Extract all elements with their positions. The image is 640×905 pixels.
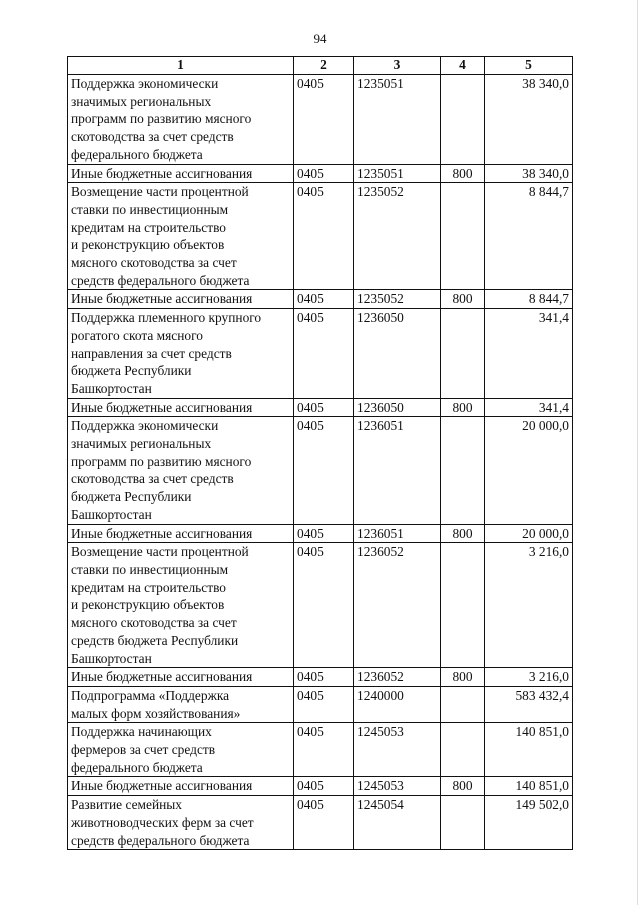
cell-section: 0405 [294, 796, 354, 850]
cell-sum: 140 851,0 [485, 723, 573, 777]
cell-article: 1236050 [354, 309, 441, 399]
cell-name: Поддержка начинающих фермеров за счет средств федерального бюджета [68, 723, 294, 777]
cell-article: 1235051 [354, 75, 441, 165]
cell-name: Иные бюджетные ассигнования [68, 164, 294, 183]
cell-name: Возмещение части процентной ставки по инвестиционным кредитам на строительство и реконструкцию объектов мясного скотоводства за счет средств бюджета Республики Башкортостан [68, 543, 294, 668]
cell-section: 0405 [294, 777, 354, 796]
table-header [68, 57, 573, 75]
cell-sum: 341,4 [485, 398, 573, 417]
cell-section: 0405 [294, 524, 354, 543]
cell-section: 0405 [294, 543, 354, 668]
table-body [68, 75, 573, 850]
cell-sum: 341,4 [485, 309, 573, 399]
cell-article: 1236051 [354, 417, 441, 524]
cell-name: Иные бюджетные ассигнования [68, 777, 294, 796]
cell-section: 0405 [294, 290, 354, 309]
cell-expense-type [441, 543, 485, 668]
table-row [68, 543, 573, 668]
cell-article: 1235052 [354, 290, 441, 309]
cell-section: 0405 [294, 183, 354, 290]
cell-expense-type [441, 75, 485, 165]
table-row [68, 290, 573, 309]
cell-name: Возмещение части процентной ставки по инвестиционным кредитам на строительство и реконструкцию объектов мясного скотоводства за счет средств федерального бюджета [68, 183, 294, 290]
table-row [68, 723, 573, 777]
cell-section: 0405 [294, 164, 354, 183]
header-col-5: 5 [485, 57, 573, 75]
cell-expense-type [441, 796, 485, 850]
cell-name: Иные бюджетные ассигнования [68, 290, 294, 309]
table-row [68, 309, 573, 399]
table-row [68, 398, 573, 417]
cell-expense-type: 800 [441, 524, 485, 543]
cell-name: Подпрограмма «Поддержка малых форм хозяйствования» [68, 686, 294, 722]
cell-section: 0405 [294, 668, 354, 687]
cell-expense-type: 800 [441, 777, 485, 796]
cell-expense-type [441, 723, 485, 777]
cell-name: Поддержка экономически значимых региональных программ по развитию мясного скотоводства за счет средств федерального бюджета [68, 75, 294, 165]
cell-sum: 20 000,0 [485, 417, 573, 524]
cell-name: Иные бюджетные ассигнования [68, 398, 294, 417]
cell-expense-type [441, 309, 485, 399]
cell-article: 1245053 [354, 777, 441, 796]
cell-section: 0405 [294, 75, 354, 165]
table-row [68, 796, 573, 850]
cell-expense-type [441, 183, 485, 290]
cell-sum: 38 340,0 [485, 164, 573, 183]
cell-article: 1235051 [354, 164, 441, 183]
cell-name: Поддержка племенного крупного рогатого скота мясного направления за счет средств бюджета Республики Башкортостан [68, 309, 294, 399]
cell-name: Развитие семейных животноводческих ферм за счет средств федерального бюджета [68, 796, 294, 850]
cell-section: 0405 [294, 723, 354, 777]
cell-sum: 149 502,0 [485, 796, 573, 850]
cell-section: 0405 [294, 309, 354, 399]
table-row [68, 75, 573, 165]
header-col-3: 3 [354, 57, 441, 75]
header-col-4: 4 [441, 57, 485, 75]
cell-article: 1235052 [354, 183, 441, 290]
cell-sum: 583 432,4 [485, 686, 573, 722]
table-row [68, 668, 573, 687]
budget-table [67, 56, 573, 850]
table-row [68, 417, 573, 524]
cell-section: 0405 [294, 398, 354, 417]
cell-article: 1245054 [354, 796, 441, 850]
cell-article: 1245053 [354, 723, 441, 777]
cell-article: 1236050 [354, 398, 441, 417]
cell-section: 0405 [294, 686, 354, 722]
scan-edge [637, 0, 638, 905]
cell-section: 0405 [294, 417, 354, 524]
cell-expense-type: 800 [441, 290, 485, 309]
cell-expense-type: 800 [441, 164, 485, 183]
cell-article: 1236052 [354, 668, 441, 687]
cell-article: 1240000 [354, 686, 441, 722]
table-row [68, 777, 573, 796]
header-col-1: 1 [68, 57, 294, 75]
page-number: 94 [313, 31, 327, 46]
table-row [68, 686, 573, 722]
cell-article: 1236051 [354, 524, 441, 543]
cell-expense-type: 800 [441, 668, 485, 687]
cell-name: Поддержка экономически значимых региональных программ по развитию мясного скотоводства за счет средств бюджета Республики Башкортостан [68, 417, 294, 524]
cell-sum: 38 340,0 [485, 75, 573, 165]
header-col-2: 2 [294, 57, 354, 75]
table-row [68, 183, 573, 290]
cell-expense-type: 800 [441, 398, 485, 417]
cell-sum: 3 216,0 [485, 543, 573, 668]
cell-name: Иные бюджетные ассигнования [68, 668, 294, 687]
cell-sum: 140 851,0 [485, 777, 573, 796]
cell-expense-type [441, 686, 485, 722]
cell-article: 1236052 [354, 543, 441, 668]
header-row [68, 57, 573, 75]
cell-expense-type [441, 417, 485, 524]
cell-sum: 8 844,7 [485, 183, 573, 290]
cell-name: Иные бюджетные ассигнования [68, 524, 294, 543]
cell-sum: 20 000,0 [485, 524, 573, 543]
table-row [68, 164, 573, 183]
table-row [68, 524, 573, 543]
cell-sum: 8 844,7 [485, 290, 573, 309]
cell-sum: 3 216,0 [485, 668, 573, 687]
